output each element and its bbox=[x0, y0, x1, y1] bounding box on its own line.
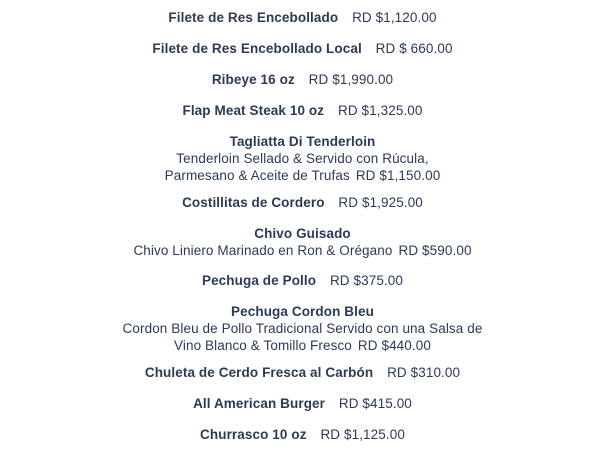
menu-item-costillitas bbox=[0, 194, 605, 211]
menu-item-flap-meat bbox=[0, 102, 605, 119]
menu-item-chivo-guisado bbox=[0, 225, 605, 259]
item-name: Filete de Res Encebollado bbox=[168, 10, 339, 25]
menu-item-ribeye bbox=[0, 71, 605, 88]
item-name: Pechuga Cordon Bleu bbox=[231, 304, 374, 319]
item-description-line-1: Cordon Bleu de Pollo Tradicional Servido con una Salsa de bbox=[122, 321, 483, 336]
item-name: Filete de Res Encebollado Local bbox=[152, 41, 362, 56]
item-name: Ribeye 16 oz bbox=[211, 72, 295, 87]
item-price: RD $1,990.00 bbox=[308, 72, 394, 87]
item-name: Tagliatta Di Tenderloin bbox=[229, 134, 376, 149]
menu-item-chuleta-cerdo bbox=[0, 364, 605, 381]
item-description-line-1 bbox=[0, 242, 605, 259]
menu-item-pechuga-pollo bbox=[0, 272, 605, 289]
item-name: Churrasco 10 oz bbox=[200, 427, 307, 442]
item-name: All American Burger bbox=[193, 396, 325, 411]
item-price: RD $375.00 bbox=[329, 273, 404, 288]
item-price: RD $1,925.00 bbox=[338, 195, 423, 210]
item-name: Chivo Guisado bbox=[254, 226, 351, 241]
item-price: RD $1,120.00 bbox=[352, 10, 437, 25]
menu-item-filete-encebollado-local bbox=[0, 40, 605, 57]
item-description-text: Vino Blanco & Tomillo Fresco bbox=[174, 338, 352, 353]
item-name: Costillitas de Cordero bbox=[182, 195, 325, 210]
item-price: RD $ 660.00 bbox=[375, 41, 453, 56]
item-description-line-2 bbox=[0, 167, 605, 184]
menu-item-churrasco bbox=[0, 426, 605, 443]
item-price: RD $310.00 bbox=[387, 365, 461, 380]
menu-item-filete-encebollado bbox=[0, 9, 605, 26]
item-description-text: Chivo Liniero Marinado en Ron & Orégano bbox=[133, 243, 393, 258]
item-name: Chuleta de Cerdo Fresca al Carbón bbox=[144, 365, 374, 380]
item-price: RD $440.00 bbox=[357, 338, 431, 353]
item-price: RD $590.00 bbox=[398, 243, 472, 258]
menu-item-american-burger bbox=[0, 395, 605, 412]
item-description-line-1: Tenderloin Sellado & Servido con Rúcula, bbox=[176, 151, 429, 166]
menu-item-tagliatta bbox=[0, 133, 605, 184]
item-name: Pechuga de Pollo bbox=[201, 273, 317, 288]
item-name: Flap Meat Steak 10 oz bbox=[182, 103, 325, 118]
item-price: RD $415.00 bbox=[338, 396, 412, 411]
item-description-text: Parmesano & Aceite de Trufas bbox=[164, 168, 350, 183]
item-description-line-2 bbox=[0, 337, 605, 354]
menu-item-cordon-bleu bbox=[0, 303, 605, 354]
item-price: RD $1,125.00 bbox=[320, 427, 405, 442]
item-price: RD $1,150.00 bbox=[355, 168, 441, 183]
item-price: RD $1,325.00 bbox=[338, 103, 423, 118]
